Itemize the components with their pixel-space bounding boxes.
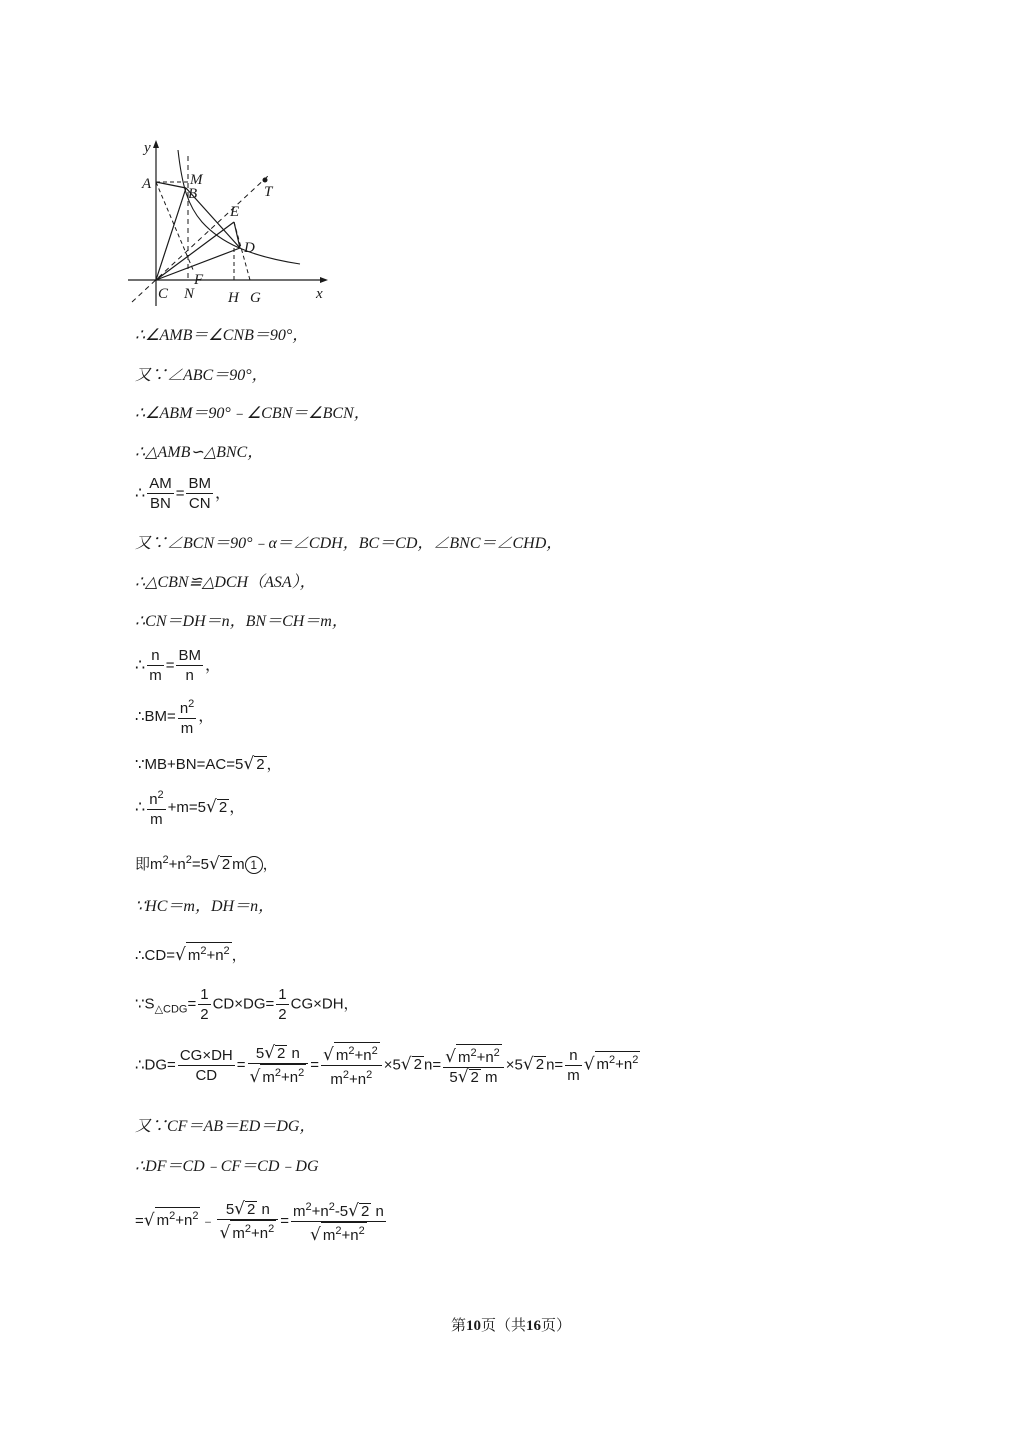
proof-line-13: 即$m^2+n^2=5√$ 2 m 1 ，: [135, 854, 278, 874]
proof-line-19: ∴DF＝CD﹣CF＝CD﹣DG: [135, 1158, 319, 1175]
segment-ab: [156, 182, 186, 188]
proof-line-11: ∵MB+BN=AC=5√ 2 ，: [135, 754, 282, 774]
circled-number: 1: [245, 856, 263, 874]
proof-line-2: 又∵∠ABC＝90°，: [135, 367, 268, 384]
proof-line-8: ∴CN＝DH＝n，BN＝CH＝m，: [135, 613, 348, 630]
segment-cb: [156, 188, 186, 280]
label-e: E: [230, 204, 240, 220]
page-number: 10: [465, 1318, 481, 1334]
page-footer: 第10页（共16页）: [450, 1316, 572, 1334]
proof-line-1: ∴∠AMB＝∠CNB＝90°，: [135, 327, 309, 344]
label-y: y: [144, 140, 151, 156]
label-a: A: [142, 176, 152, 192]
proof-line-3: ∴∠ABM＝90°﹣∠CBN＝∠BCN，: [135, 405, 370, 422]
proof-line-14: ∵HC＝m，DH＝n，: [135, 898, 275, 915]
label-d: D: [244, 240, 255, 256]
label-m: M: [190, 172, 203, 188]
label-b: B: [188, 186, 198, 202]
label-c: C: [158, 286, 169, 302]
point-t: [263, 178, 268, 183]
label-h: H: [228, 290, 239, 306]
proof-line-15: ∴CD=√ $m^2+n^2$ ，: [135, 942, 247, 968]
proof-line-10: ∴BM= $\frac{n^2}{m}$ ，: [135, 695, 214, 738]
proof-line-16: $\because S_{\triangle CDG}=$ $\frac{1}{2}$ CD×DG= $\frac{1}{2}$ CG×DH，: [135, 986, 359, 1023]
proof-line-5: ∴ $\frac{AM}{BN}$ = $\frac{BM}{CN}$ ，: [135, 475, 231, 512]
label-t: T: [264, 184, 273, 200]
label-x: x: [316, 286, 323, 302]
page-total: 16: [526, 1318, 541, 1334]
y-axis-arrow: [153, 140, 159, 148]
proof-line-7: ∴△CBN≌△DCH（ASA），: [135, 574, 316, 591]
label-n: N: [184, 286, 195, 302]
coordinate-diagram: [128, 136, 338, 312]
proof-line-20: =√ $m^2+n^2$ ﹣ $\frac{5√ 2 n}{√ m^2+n^2}$ = $\frac{m^2+n^2-5√ 2 n}{√ m^2+n^2}$: [135, 1199, 384, 1245]
proof-line-6: 又∵∠BCN＝90°﹣α＝∠CDH，BC＝CD，∠BNC＝∠CHD，: [135, 535, 563, 552]
geometry-figure: [128, 136, 338, 312]
proof-line-4: ∴△AMB∽△BNC，: [135, 444, 264, 461]
x-axis-arrow: [320, 277, 328, 283]
label-f: F: [194, 272, 204, 288]
label-g: G: [250, 290, 261, 306]
proof-line-12: ∴ $\frac{n^2}{m}$ +m=5√ 2 ，: [135, 786, 245, 829]
proof-line-9: ∴ $\frac{n}{m}$ = $\frac{BM}{n}$ ，: [135, 647, 221, 684]
proof-line-18: 又∵CF＝AB＝ED＝DG，: [135, 1118, 316, 1135]
proof-line-17: ∴DG= $\frac{CG\times DH}{CD}$ = $\frac{5√ 2 n}{√ m^2+n^2}$ = $\frac{√ m^2+n^2}{m^2+n^2}$ ×5√ 2 n= $\frac{√ m^2+n^2}{5√ 2 m}$ ×5√ 2 n= $\frac{n}{m}$ √ $m^2+n^2$: [135, 1043, 639, 1088]
